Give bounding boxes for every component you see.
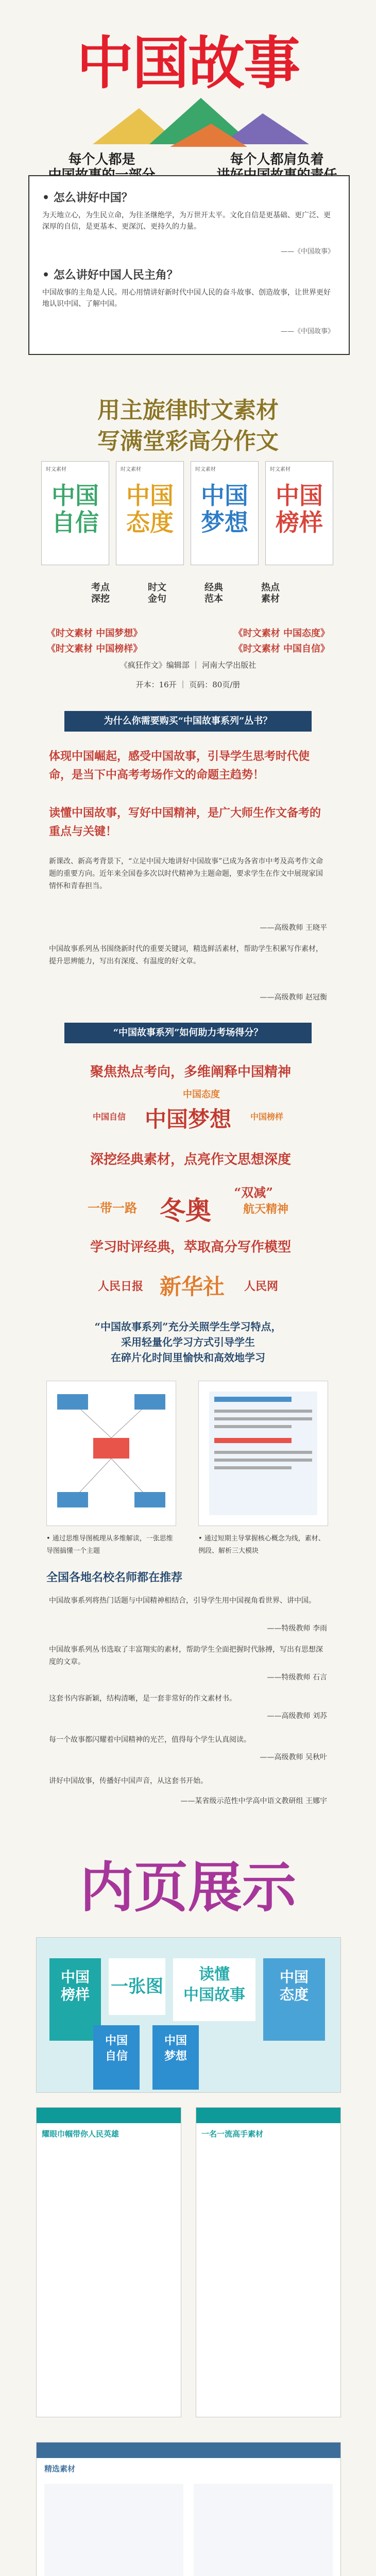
theme-row-2 bbox=[46, 641, 330, 655]
book-label: 时文素材 bbox=[121, 467, 141, 472]
showcase-page-title-1: 耀眼巾帼带你人民英雄 bbox=[42, 2129, 119, 2139]
deco-group-1 bbox=[88, 1087, 288, 1144]
deco-word: 冬奥 bbox=[160, 1195, 211, 1226]
showcase-right-column bbox=[194, 2484, 333, 2576]
why-signature-1: ——高级教师 王晓平 bbox=[260, 924, 327, 932]
qa-paragraph-2: 中国故事的主角是人民。用心用情讲好新时代中国人民的奋斗故事、创造故事，让世界更好地认识中国、了解中国。 bbox=[42, 289, 331, 308]
page-header-bar bbox=[196, 2108, 340, 2123]
method-head bbox=[49, 1319, 327, 1365]
qa-source-1: ——《中国故事》 bbox=[280, 248, 334, 256]
showcase-small-4: 中国 态度 bbox=[263, 1958, 325, 2041]
recommend-sig-2: ——特级教师 石言 bbox=[267, 1673, 327, 1682]
book-title: 中国 态度 bbox=[126, 482, 174, 536]
page-header-bar bbox=[37, 2108, 181, 2123]
hero-mountain-art bbox=[93, 88, 309, 149]
feature-item: 热点 素材 bbox=[261, 582, 280, 604]
showcase-card-2: 读懂 中国故事 bbox=[173, 1958, 255, 2021]
theme-item: 《时文素材 中国梦想》 bbox=[46, 628, 143, 639]
feature-item: 考点 深挖 bbox=[91, 582, 110, 604]
method-card-1 bbox=[46, 1381, 176, 1526]
why-banner: 为什么你需要购买“中国故事系列”丛书？ bbox=[64, 711, 312, 732]
showcase-spread bbox=[36, 2442, 341, 2576]
method-head-line3: 在碎片化时间里愉快和高效地学习 bbox=[111, 1351, 265, 1364]
qa-paragraph-1: 为天地立心，为生民立命，为往圣继绝学，为万世开太平。文化自信是更基础、更广泛、更深厚的自信，是更基本、更深沉、更持久的力量。 bbox=[42, 211, 331, 231]
theme-row-1 bbox=[46, 626, 330, 639]
promo-title-2: 写满堂彩高分作文 bbox=[97, 428, 279, 454]
showcase-mock-1 bbox=[36, 1937, 341, 2093]
showcase-title: 内页展示 bbox=[79, 1855, 296, 1919]
method-head-line1: “中国故事系列”充分关照学生学习特点， bbox=[94, 1320, 282, 1333]
showcase-page-title-2: 一名一流高手素材 bbox=[201, 2129, 264, 2139]
deco-word: 中国态度 bbox=[183, 1089, 220, 1100]
deco-word: 人民日报 bbox=[98, 1280, 144, 1293]
recommend-sig-1: ——特级教师 李雨 bbox=[267, 1624, 327, 1633]
recommend-5: 讲好中国故事，传播好中国声音，从这套书开始。 bbox=[49, 1777, 208, 1785]
why-red-1: 体现中国崛起，感受中国故事，引导学生思考时代使命，是当下中高考考场作文的命题主趋势！ bbox=[49, 750, 310, 782]
showcase-page-right bbox=[196, 2107, 341, 2417]
help-bullet-1: 聚焦热点考向，多维阐释中国精神 bbox=[90, 1064, 291, 1080]
deco-word: 航天精神 bbox=[243, 1202, 288, 1216]
book-label: 时文素材 bbox=[270, 467, 290, 472]
theme-item: 《时文素材 中国榜样》 bbox=[46, 643, 143, 654]
recommend-title: 全国各地名校名师都在推荐 bbox=[46, 1571, 183, 1584]
showcase-small-2: 中国 自信 bbox=[93, 2025, 140, 2090]
book-cover-3[interactable] bbox=[191, 461, 259, 565]
deco-word: 新华社 bbox=[160, 1274, 225, 1299]
method-head-line2: 采用轻量化学习方式引导学生 bbox=[121, 1336, 255, 1348]
why-paragraph-2: 中国故事系列丛书围绕新时代的重要关键词，精选鲜活素材，帮助学生积累写作素材，提升思辨能力，写出有深度、有温度的好文章。 bbox=[49, 945, 323, 965]
recommend-sig-3: ——高级教师 刘苏 bbox=[267, 1712, 327, 1720]
deco-word: 一带一路 bbox=[88, 1200, 137, 1215]
feature-item: 经典 范本 bbox=[204, 582, 223, 604]
feature-item: 时文 金句 bbox=[148, 582, 166, 604]
showcase-page-left bbox=[36, 2107, 181, 2417]
hero-tag-right-line1: 每个人都肩负着 bbox=[230, 152, 324, 167]
book-cover-1[interactable] bbox=[41, 461, 109, 565]
book-label: 时文素材 bbox=[46, 467, 66, 472]
why-signature-2: ——高级教师 赵冠衡 bbox=[260, 993, 327, 1002]
deco-word: 人民网 bbox=[244, 1280, 278, 1293]
recommend-2: 中国故事系列丛书选取了丰富翔实的素材，帮助学生全面把握时代脉搏，写出有思想深度的文章。 bbox=[49, 1646, 323, 1666]
qa-question-1: • 怎么讲好中国？ bbox=[42, 191, 133, 205]
deco-word: 中国自信 bbox=[93, 1112, 126, 1122]
hero-title: 中国故事 bbox=[77, 30, 299, 96]
feature-row bbox=[77, 582, 299, 613]
method-caption-2: • 通过短期主导掌握核心概念为线，素材、例段、解析三大模块 bbox=[198, 1535, 325, 1555]
theme-item: 《时文素材 中国自信》 bbox=[233, 643, 330, 654]
publisher-line: 《疯狂作文》编辑部 ｜ 河南大学出版社 bbox=[119, 660, 257, 670]
deco-word: 中国梦想 bbox=[144, 1107, 231, 1132]
recommend-sig-5: ——某省级示范性中学高中语文教研组 王娜宇 bbox=[180, 1797, 327, 1805]
spec-line: 开本：16开 ｜ 页码：80页/册 bbox=[135, 680, 241, 689]
recommend-3: 这套书内容新颖，结构清晰，是一套非常好的作文素材书。 bbox=[49, 1694, 236, 1703]
help-banner: “中国故事系列”如何助力考场得分？ bbox=[64, 1023, 312, 1043]
method-card-2 bbox=[198, 1381, 328, 1526]
book-label: 时文素材 bbox=[195, 467, 216, 472]
help-bullet-2: 深挖经典素材，点亮作文思想深度 bbox=[90, 1152, 291, 1167]
deco-word: 中国榜样 bbox=[250, 1112, 283, 1122]
why-red-2: 读懂中国故事，写好中国精神，是广大师生作文备考的重点与关键！ bbox=[49, 806, 321, 838]
book-cover-2[interactable] bbox=[116, 461, 184, 565]
why-paragraph-1: 新课改、新高考背景下，“立足中国大地讲好中国故事”已成为各省市中考及高考作文命题的重要方向。近年来全国卷多次以时代精神为主题命题，要求学生在作文中展现家国情怀和青春担当。 bbox=[49, 857, 323, 890]
theme-item: 《时文素材 中国态度》 bbox=[233, 628, 330, 639]
showcase-small-1: 中国 榜样 bbox=[49, 1958, 101, 2041]
recommend-1: 中国故事系列将热门话题与中国精神相结合，引导学生用中国视角看世界、讲中国。 bbox=[49, 1597, 316, 1605]
showcase-page-title-3: 精选素材 bbox=[44, 2464, 76, 2473]
deco-group-2 bbox=[88, 1177, 288, 1229]
hero-section bbox=[0, 0, 376, 185]
showcase-small-3: 中国 梦想 bbox=[152, 2025, 199, 2090]
showcase-left-column bbox=[44, 2484, 183, 2576]
hero-tag-left-line1: 每个人都是 bbox=[68, 152, 135, 167]
page-header-bar bbox=[37, 2443, 340, 2458]
text-page-illustration bbox=[199, 1381, 328, 1526]
book-title: 中国 梦想 bbox=[201, 482, 248, 536]
promo-title-1: 用主旋律时文素材 bbox=[97, 397, 279, 423]
recommend-4: 每一个故事都闪耀着中国精神的光芒，值得每个学生认真阅读。 bbox=[49, 1736, 251, 1744]
help-bullet-3: 学习时评经典，萃取高分写作模型 bbox=[90, 1240, 291, 1255]
book-title: 中国 自信 bbox=[52, 482, 99, 536]
recommend-sig-4: ——高级教师 吴秋叶 bbox=[260, 1753, 327, 1761]
mindmap-illustration bbox=[47, 1381, 176, 1526]
book-cover-4[interactable] bbox=[265, 461, 333, 565]
qa-box bbox=[28, 175, 350, 355]
deco-group-3 bbox=[88, 1262, 288, 1309]
showcase-card-1: 一张图 bbox=[109, 1958, 165, 2015]
deco-word: “双减” bbox=[234, 1185, 273, 1200]
qa-question-2: • 怎么讲好中国人民主角？ bbox=[42, 268, 178, 282]
method-caption-1: • 通过思维导图梳理从多维解读，一张思维导图搞懂一个主题 bbox=[46, 1535, 173, 1555]
book-title: 中国 榜样 bbox=[276, 482, 323, 536]
qa-source-2: ——《中国故事》 bbox=[280, 328, 334, 335]
